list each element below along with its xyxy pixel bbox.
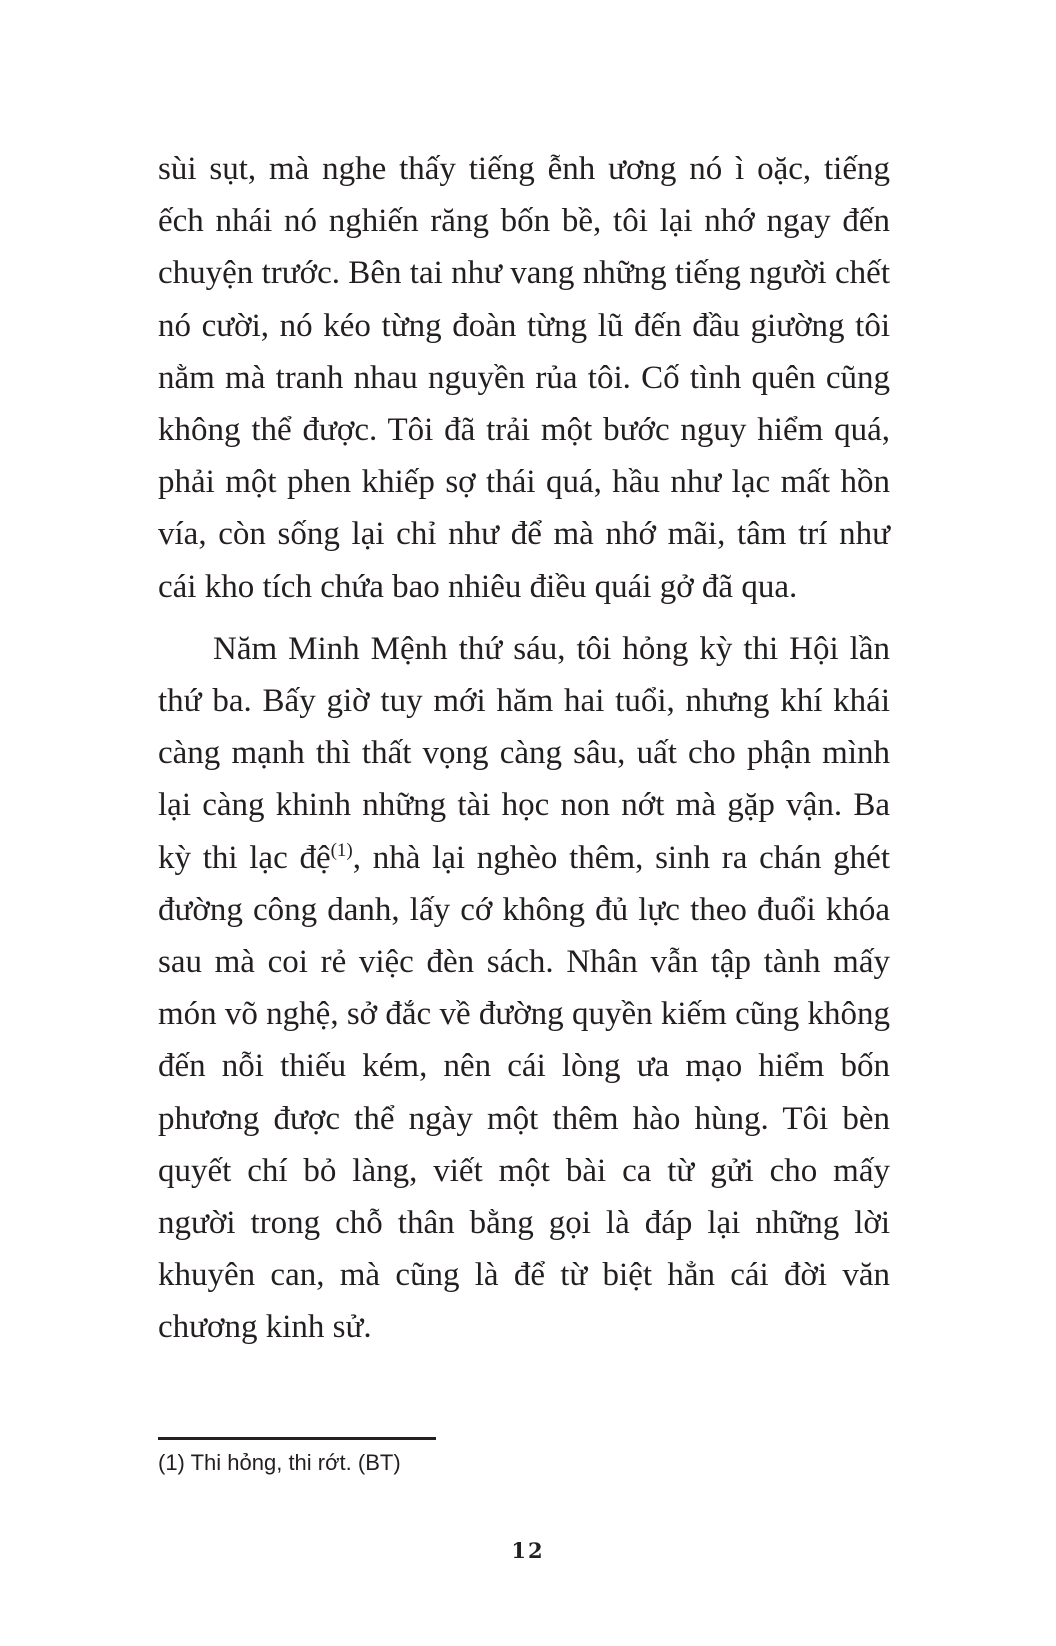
paragraph	[158, 623, 890, 1354]
paragraph-text-start: Năm Minh Mệnh thứ sáu, tôi hỏng kỳ thi Hội lần thứ ba. Bấy giờ tuy mới hăm hai tuổi, nhưng khí khái càng mạnh thì thất vọng càng sâu, uất cho phận mình lại càng khinh những tài học non nớt mà gặp vận. Ba kỳ thi lạc đệ	[158, 630, 890, 876]
footnote-divider	[158, 1437, 436, 1440]
paragraph-text-end: , nhà lại nghèo thêm, sinh ra chán ghét đường công danh, lấy cớ không đủ lực theo đuổi khóa sau mà coi rẻ việc đèn sách. Nhân vẫn tập tành mấy món võ nghệ, sở đắc về đường quyền kiếm cũng không đến nỗi thiếu kém, nên cái lòng ưa mạo hiểm bốn phương được thể ngày một thêm hào hùng. Tôi bèn quyết chí bỏ làng, viết một bài ca từ gửi cho mấy người trong chỗ thân bằng gọi là đáp lại những lời khuyên can, mà cũng là để từ biệt hẳn cái đời văn chương kinh sử.	[158, 839, 890, 1346]
body-text	[158, 143, 890, 1354]
footnote-reference: (1)	[330, 839, 353, 861]
footnote: (1) Thi hỏng, thi rớt. (BT)	[158, 1450, 401, 1475]
page-number: 12	[511, 1538, 545, 1563]
paragraph-continued: sùi sụt, mà nghe thấy tiếng ễnh ương nó ì oặc, tiếng ếch nhái nó nghiến răng bốn bề, tôi lại nhớ ngay đến chuyện trước. Bên tai như vang những tiếng người chết nó cười, nó kéo từng đoàn từng lũ đến đầu giường tôi nằm mà tranh nhau nguyền rủa tôi. Cố tình quên cũng không thể được. Tôi đã trải một bước nguy hiểm quá, phải một phen khiếp sợ thái quá, hầu như lạc mất hồn vía, còn sống lại chỉ như để mà nhớ mãi, tâm trí như cái kho tích chứa bao nhiêu điều quái gở đã qua.	[158, 151, 890, 605]
